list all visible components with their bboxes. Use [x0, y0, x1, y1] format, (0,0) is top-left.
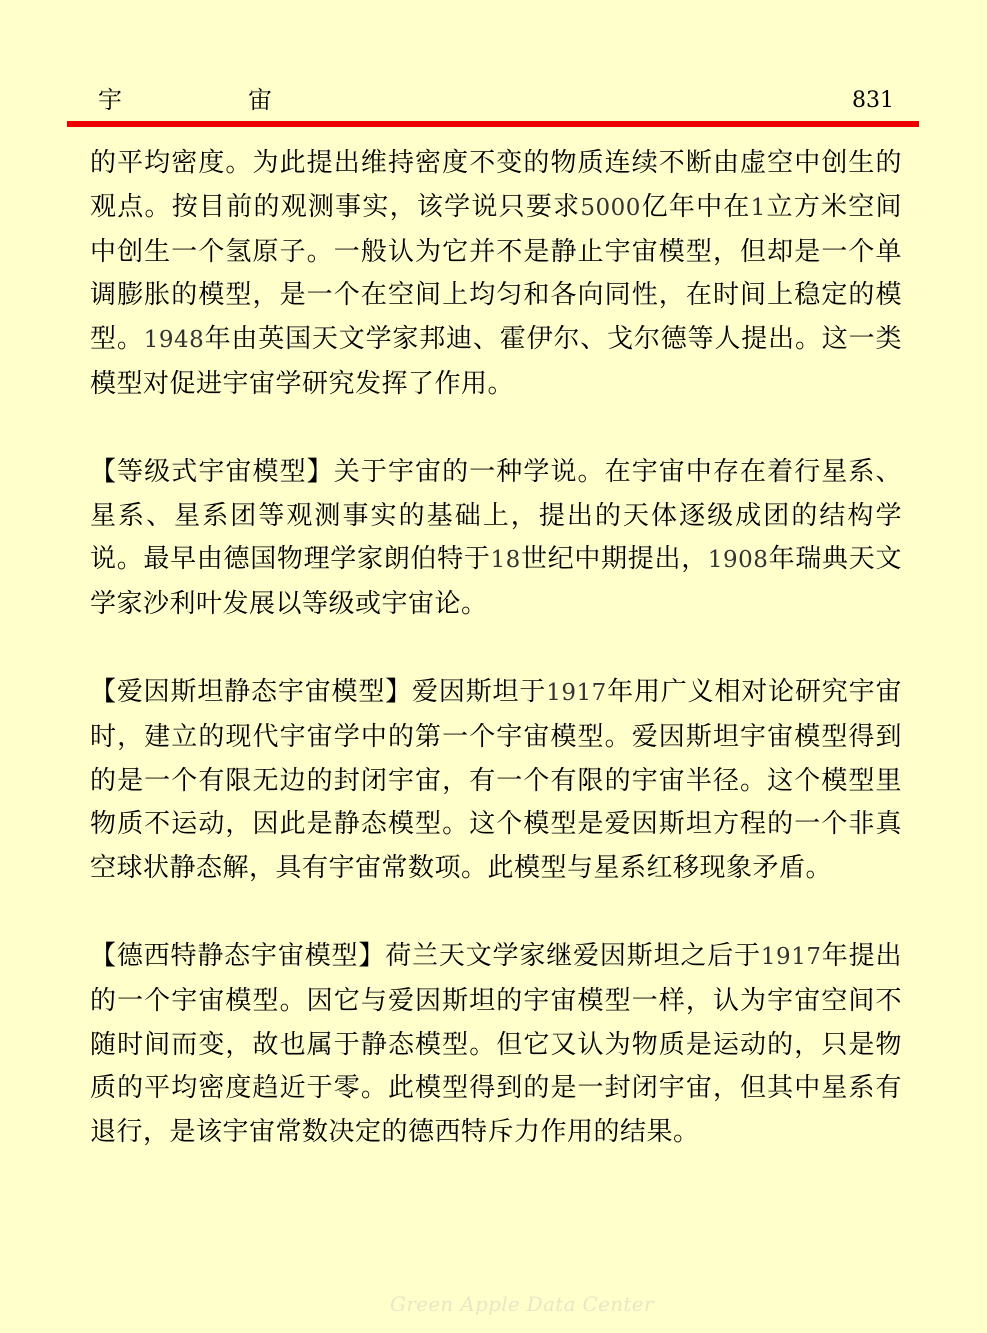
- paragraph-hierarchical-universe-model: [90, 451, 902, 627]
- text-run: 亿年中在: [640, 191, 751, 222]
- header-rule: [67, 121, 919, 127]
- watermark-text: Green Apple Data Center: [390, 1292, 654, 1316]
- text-run: 【德西特静态宇宙模型】荷兰天文学家继爱因斯坦之后于: [90, 940, 761, 971]
- number-run: 5000: [580, 194, 641, 221]
- text-run: 年提出的一个宇宙模型。因它与爱因斯坦的宇宙模型一样，认为宇宙空间不随时间而变，故也属于静态模型。但它又认为物质是运动的，只是物质的平均密度趋近于零。此模型得到的是一封闭宇宙，但其中星系有退行，是该宇宙常数决定的德西特斥力作用的结果。: [90, 940, 902, 1148]
- number-run: 1917: [760, 943, 822, 970]
- number-run: 1917: [546, 679, 607, 706]
- text-run: 年用广义相对论研究宇宙时，建立的现代宇宙学中的第一个宇宙模型。爱因斯坦宇宙模型得到的是一个有限无边的封闭宇宙，有一个有限的宇宙半径。这个模型里物质不运动，因此是静态模型。这个模型是爱因斯坦方程的一个非真空球状静态解，具有宇宙常数项。此模型与星系红移现象矛盾。: [90, 676, 902, 884]
- text-run: 世纪中期提出，: [520, 544, 708, 575]
- number-run: 1948: [143, 327, 205, 354]
- section-title: 宇宙: [98, 86, 398, 114]
- text-run: 年瑞典天文学家沙利叶发展以等级或宇宙论。: [90, 544, 902, 620]
- page-header: [0, 0, 987, 130]
- number-run: 1: [750, 194, 766, 221]
- text-run: 【爱因斯坦静态宇宙模型】爱因斯坦于: [90, 676, 547, 707]
- paragraph-steady-state-continuation: [90, 142, 902, 407]
- number-run: 18: [490, 547, 521, 574]
- text-run: 的平均密度。为此提出维持密度不变的物质连续不断由虚空中创生的观点。按目前的观测事实，该学说只要求: [90, 148, 902, 222]
- page-number: 831: [852, 88, 894, 113]
- paragraph-de-sitter-static-model: [90, 935, 902, 1155]
- paragraph-einstein-static-model: [90, 671, 902, 891]
- text-run: 立方米空间中创生一个氢原子。一般认为它并不是静止宇宙模型，但却是一个单调膨胀的模型，是一个在空间上均匀和各向同性，在时间上稳定的模型。: [90, 191, 902, 355]
- number-run: 1908: [707, 547, 769, 574]
- text-run: 年由英国天文学家邦迪、霍伊尔、戈尔德等人提出。这一类模型对促进宇宙学研究发挥了作用。: [90, 324, 902, 399]
- page-body: [90, 142, 902, 1155]
- text-run: 【等级式宇宙模型】关于宇宙的一种学说。在宇宙中存在着行星系、星系、星系团等观测事实的基础上，提出的天体逐级成团的结构学说。最早由德国物理学家朗伯特于: [90, 456, 902, 575]
